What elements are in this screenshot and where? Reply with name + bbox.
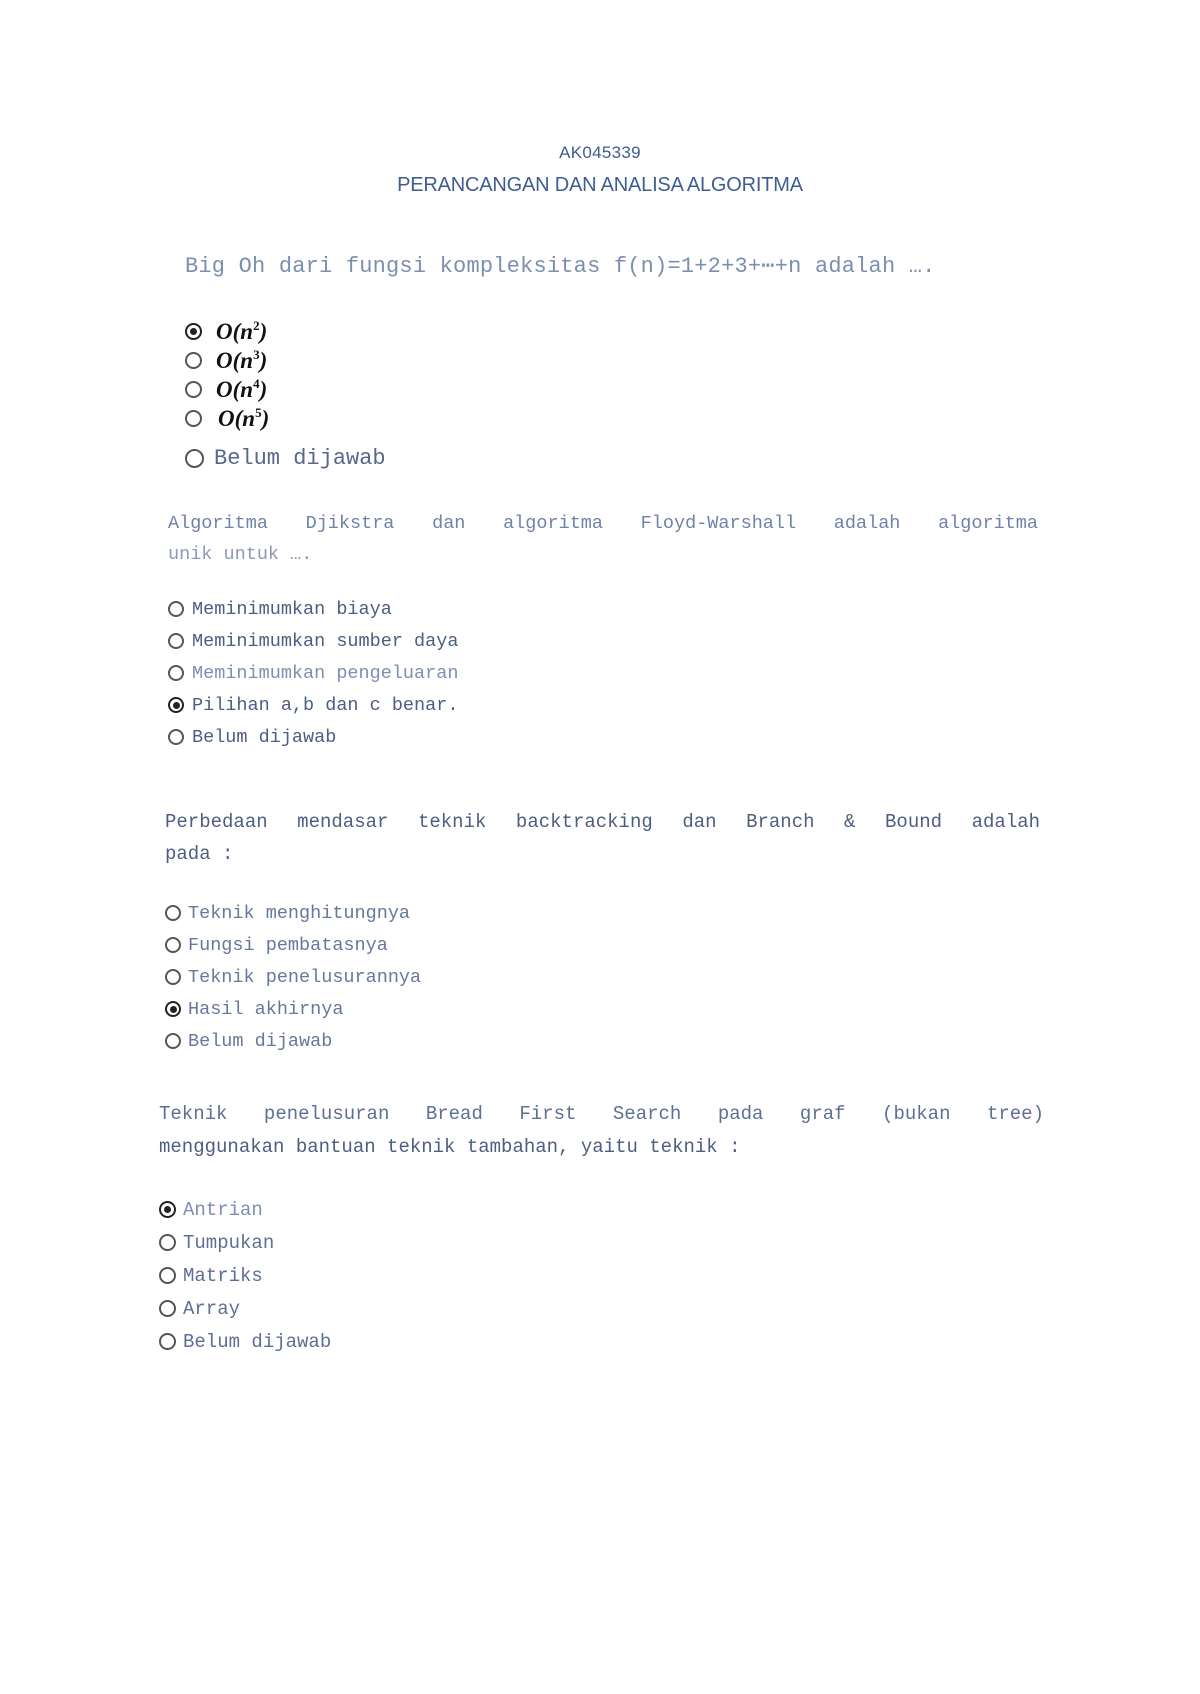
- option-label: Teknik penelusurannya: [188, 966, 422, 988]
- radio-icon[interactable]: [168, 665, 184, 681]
- course-title: PERANCANGAN DAN ANALISA ALGORITMA: [397, 174, 803, 196]
- question-3-option-unanswered[interactable]: [165, 1025, 1040, 1057]
- question-4-option-4[interactable]: [159, 1292, 1044, 1325]
- question-3-option-1[interactable]: [165, 897, 1040, 929]
- radio-icon[interactable]: [165, 905, 181, 921]
- question-3-option-2[interactable]: [165, 929, 1040, 961]
- question-1: [185, 253, 1045, 475]
- option-label: Antrian: [183, 1198, 263, 1221]
- option-label: Meminimumkan pengeluaran: [192, 662, 459, 684]
- option-label: Belum dijawab: [192, 726, 337, 748]
- question-2-text-line-2: unik untuk ….: [168, 544, 313, 565]
- question-4: [159, 1098, 1044, 1358]
- question-4-options: [159, 1193, 1044, 1358]
- radio-selected-icon[interactable]: [159, 1201, 176, 1218]
- question-2-option-2[interactable]: [168, 625, 1038, 657]
- option-label: Matriks: [183, 1264, 263, 1287]
- option-label: Meminimumkan sumber daya: [192, 630, 459, 652]
- question-1-option-4[interactable]: [185, 404, 1045, 433]
- course-code: AK045339: [559, 143, 641, 162]
- option-math-label: $O(n^2)$: [216, 318, 268, 344]
- question-4-option-1[interactable]: [159, 1193, 1044, 1226]
- question-2-option-3[interactable]: [168, 657, 1038, 689]
- radio-icon[interactable]: [159, 1234, 176, 1251]
- option-label: Hasil akhirnya: [188, 998, 344, 1020]
- question-4-text-line-2: menggunakan bantuan teknik tambahan, yaitu teknik :: [159, 1136, 741, 1158]
- radio-selected-icon[interactable]: [165, 1001, 181, 1017]
- option-label: Fungsi pembatasnya: [188, 934, 388, 956]
- question-3-text-line-2: pada :: [165, 843, 234, 865]
- radio-icon[interactable]: [159, 1300, 176, 1317]
- radio-icon[interactable]: [185, 381, 202, 398]
- option-label: Tumpukan: [183, 1231, 275, 1254]
- question-2-option-1[interactable]: [168, 593, 1038, 625]
- radio-icon[interactable]: [165, 1033, 181, 1049]
- radio-icon[interactable]: [168, 729, 184, 745]
- question-1-option-unanswered[interactable]: [185, 441, 1045, 475]
- question-2: [168, 508, 1038, 753]
- option-label: Belum dijawab: [214, 445, 386, 471]
- radio-icon[interactable]: [185, 410, 202, 427]
- question-1-option-2[interactable]: [185, 346, 1045, 375]
- radio-icon[interactable]: [159, 1267, 176, 1284]
- question-3-option-3[interactable]: [165, 961, 1040, 993]
- radio-selected-icon[interactable]: [185, 323, 202, 340]
- radio-icon[interactable]: [185, 352, 202, 369]
- question-4-text-line-1: Teknik penelusuran Bread First Search pada graf (bukan tree): [159, 1103, 1044, 1125]
- question-2-options: [168, 593, 1038, 753]
- question-2-option-unanswered[interactable]: [168, 721, 1038, 753]
- radio-icon[interactable]: [168, 633, 184, 649]
- question-3-option-4[interactable]: [165, 993, 1040, 1025]
- question-3: [165, 806, 1040, 1057]
- option-label: Meminimumkan biaya: [192, 598, 392, 620]
- option-math-label: $O(n^4)$: [216, 376, 268, 402]
- option-label: Teknik menghitungnya: [188, 902, 411, 924]
- option-math-label: $O(n^5)$: [218, 405, 270, 431]
- radio-icon[interactable]: [185, 449, 204, 468]
- question-1-option-3[interactable]: [185, 375, 1045, 404]
- radio-icon[interactable]: [165, 969, 181, 985]
- option-math-label: $O(n^3)$: [216, 347, 268, 373]
- question-4-option-2[interactable]: [159, 1226, 1044, 1259]
- question-1-option-1[interactable]: [185, 317, 1045, 346]
- radio-icon[interactable]: [168, 601, 184, 617]
- radio-icon[interactable]: [159, 1333, 176, 1350]
- option-label: Array: [183, 1297, 241, 1320]
- radio-icon[interactable]: [165, 937, 181, 953]
- radio-selected-icon[interactable]: [168, 697, 184, 713]
- question-1-text: Big Oh dari fungsi kompleksitas f(n)=1+2+3+⋯+n adalah ….: [185, 254, 936, 279]
- question-3-text-line-1: Perbedaan mendasar teknik backtracking dan Branch & Bound adalah: [165, 811, 1040, 833]
- question-3-options: [165, 897, 1040, 1057]
- option-label: Belum dijawab: [188, 1030, 333, 1052]
- question-4-option-unanswered[interactable]: [159, 1325, 1044, 1358]
- option-label: Belum dijawab: [183, 1330, 332, 1353]
- question-2-option-4[interactable]: [168, 689, 1038, 721]
- option-label: Pilihan a,b dan c benar.: [192, 694, 459, 716]
- question-2-text-line-1: Algoritma Djikstra dan algoritma Floyd-Warshall adalah algoritma: [168, 513, 1038, 534]
- question-1-options: [185, 317, 1045, 475]
- question-4-option-3[interactable]: [159, 1259, 1044, 1292]
